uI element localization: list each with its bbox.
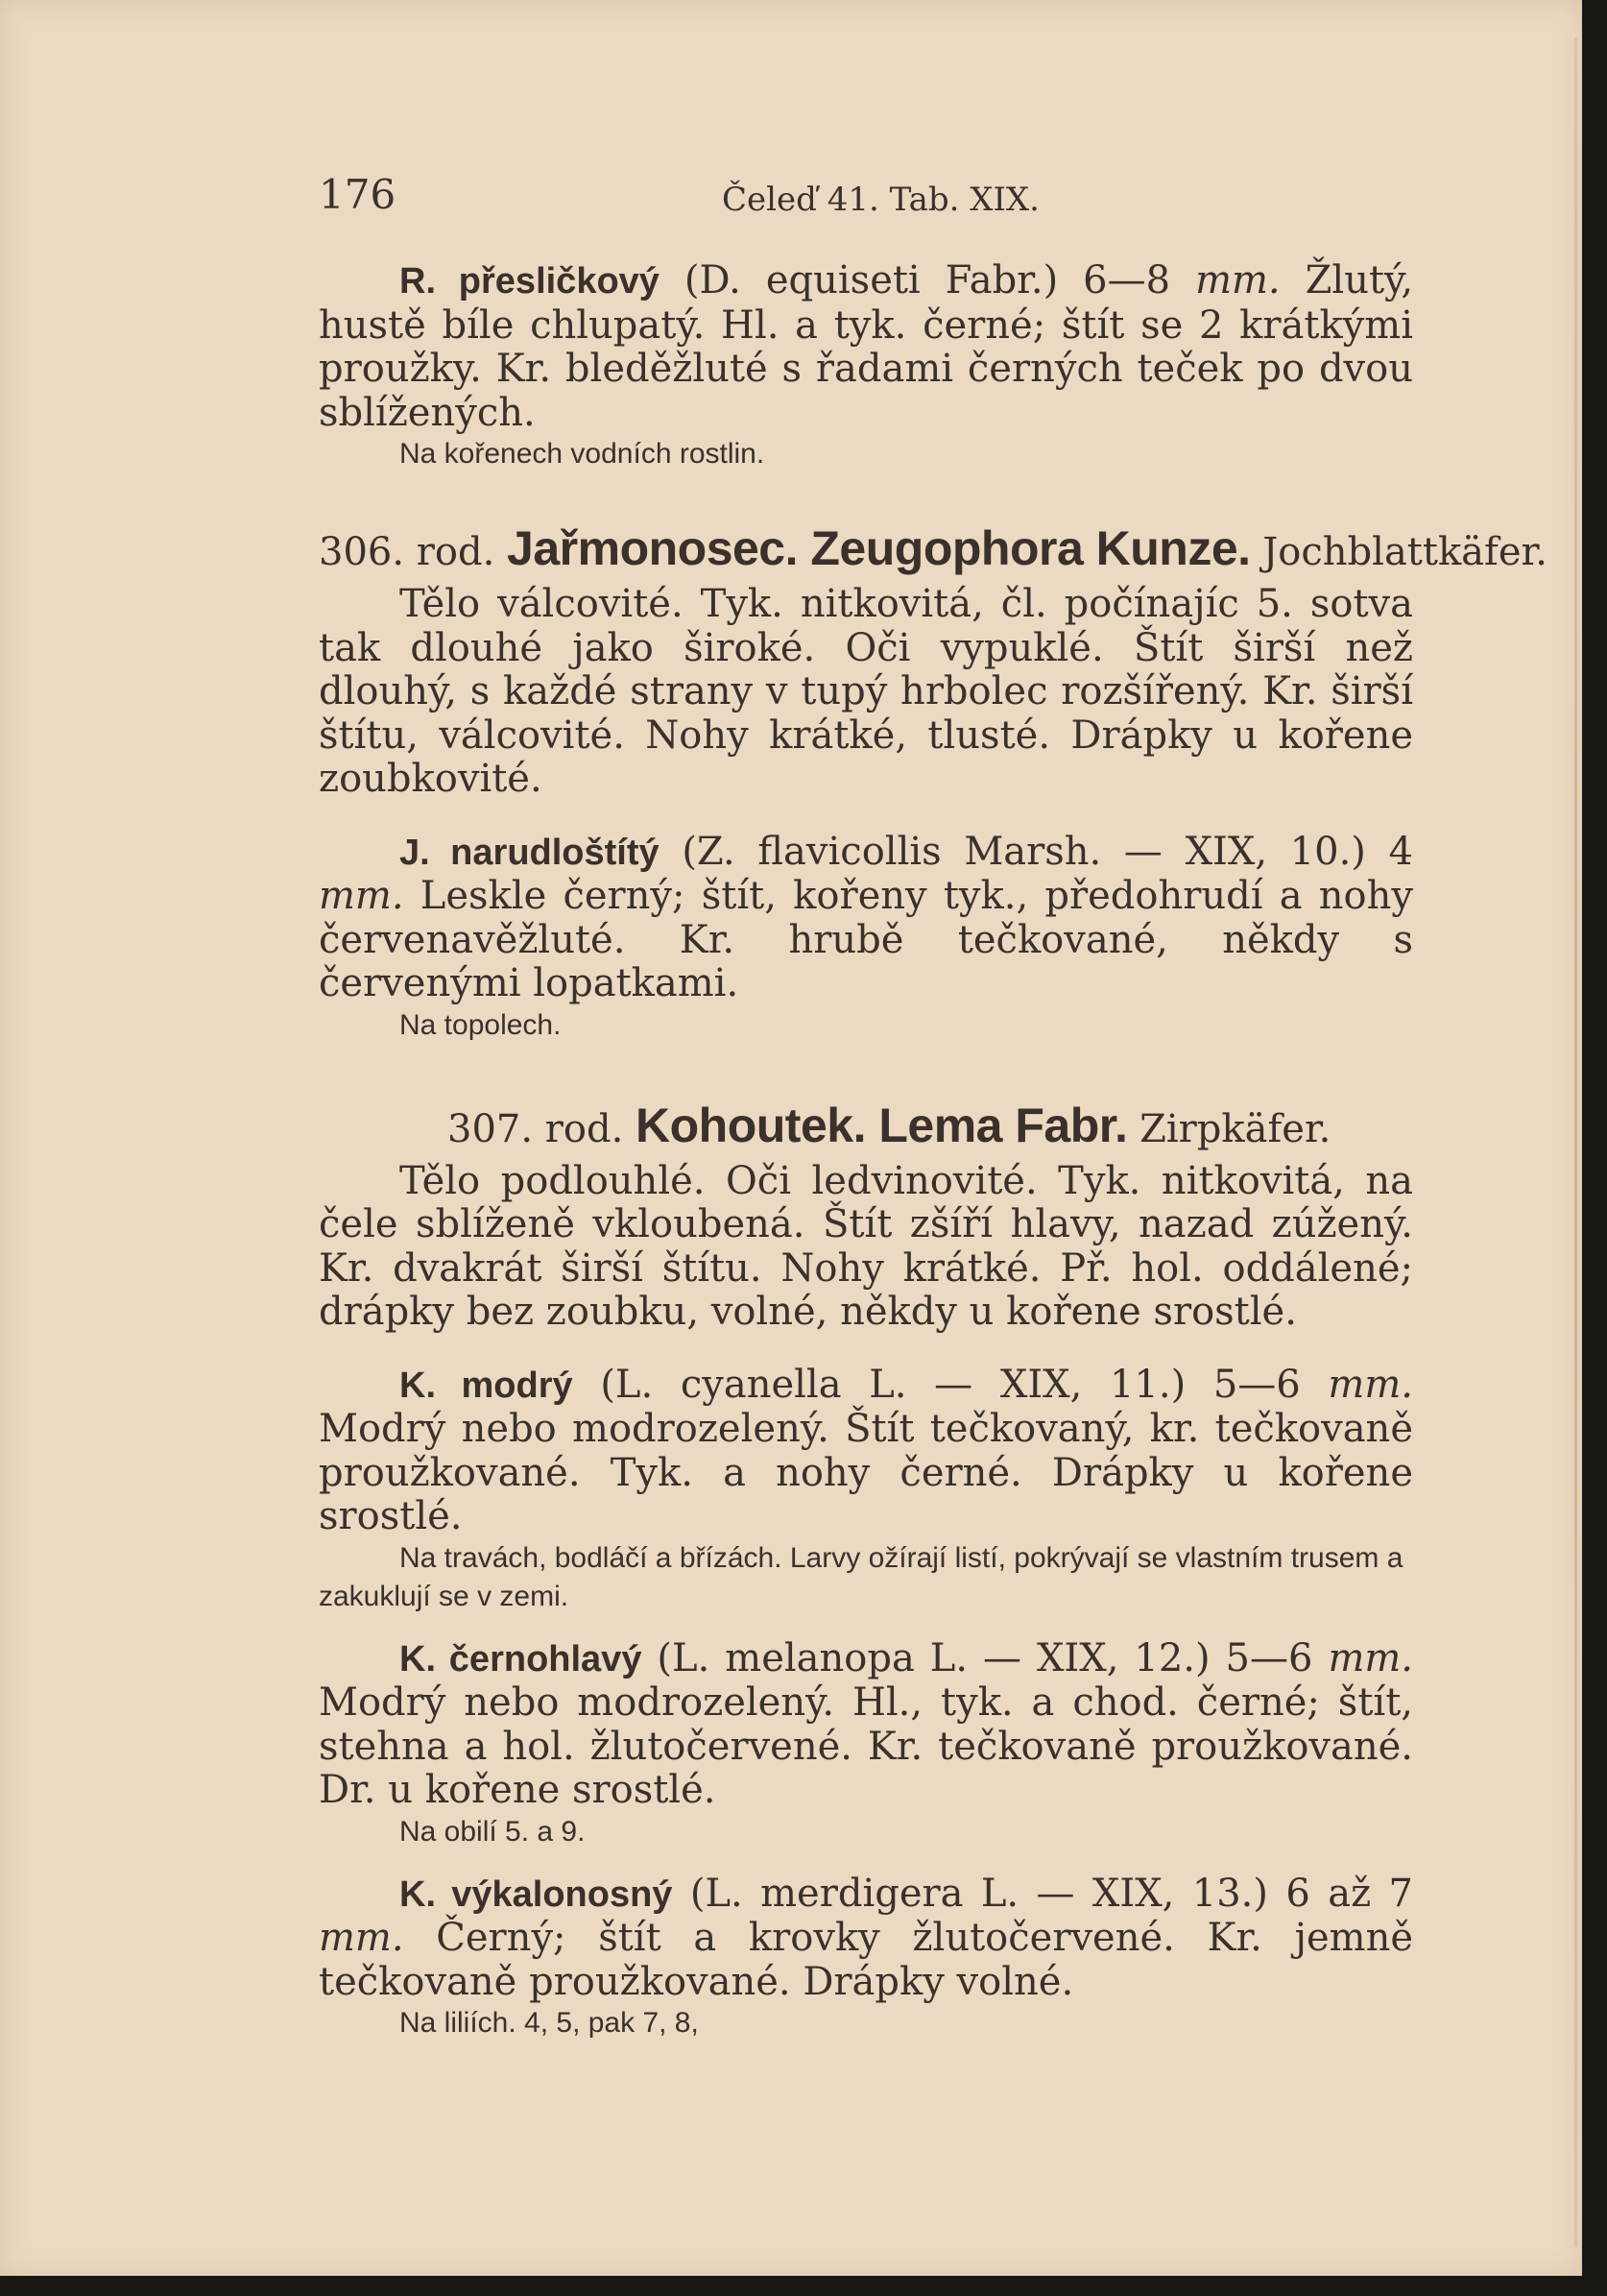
- species-description: Leskle černý; štít, kořeny tyk., předohrudí a nohy červenavěžluté. Kr. hrubě tečkované, někdy s červenými lopatkami.: [319, 874, 1413, 1005]
- unit: mm.: [1195, 258, 1281, 302]
- species-description: Žlutý, hustě bíle chlupatý. Hl. a tyk. černé; štít se 2 krátkými proužky. Kr. bleděžluté s řadami černých teček po dvou sblížených.: [319, 258, 1414, 435]
- species-entry-narudlostity: [319, 831, 1413, 1006]
- unit: mm.: [1328, 1635, 1414, 1680]
- genus-description-306: Tělo válcovité. Tyk. nitkovitá, čl. počínajíc 5. sotva tak dlouhé jako široké. Oči vypuklé. Štít širší než dlouhý, s každé strany v tupý hrbolec rozšířený. Kr. širší štítu, válcovité. Nohy krátké, tlusté. Drápky u kořene zoubkovité.: [319, 582, 1413, 801]
- page-content: [319, 258, 1547, 2042]
- habitat-note: Na kořenech vodních rostlin.: [399, 438, 765, 470]
- species-synonym: (L. melanopa L. — XIX, 12.) 5—6: [657, 1635, 1313, 1680]
- habitat-note: Na obilí 5. a 9.: [399, 1815, 586, 1848]
- species-name: J. narudloštítý: [399, 832, 660, 873]
- species-entry-modry: [319, 1364, 1413, 1539]
- species-name: R. přesličkový: [399, 261, 660, 302]
- genus-number: 306. rod.: [319, 530, 495, 574]
- unit: mm.: [1328, 1362, 1413, 1407]
- species-entry-cernohlavy: [319, 1637, 1413, 1813]
- genus-german-name: Jochblattkäfer.: [1262, 530, 1547, 574]
- genus-description-307: Tělo podlouhlé. Oči ledvinovité. Tyk. nitkovitá, na čele sblíženě vkloubená. Štít zšíří hlavy, nazad zúžený. Kr. dvakrát širší štítu. Nohy krátké. Př. hol. oddálené; drápky bez zoubku, volné, někdy u kořene srostlé.: [319, 1158, 1413, 1334]
- species-name: K. výkalonosný: [399, 1873, 673, 1915]
- species-entry-vykalonosny: [319, 1873, 1413, 2005]
- genus-name: Kohoutek. Lema Fabr.: [636, 1098, 1128, 1152]
- species-name: K. modrý: [399, 1365, 573, 1406]
- genus-german-name: Zirpkäfer.: [1139, 1106, 1331, 1151]
- page-edge: [1574, 38, 1577, 2247]
- habitat-note: Na liliích. 4, 5, pak 7, 8,: [399, 2007, 699, 2039]
- genus-number: 307. rod.: [447, 1106, 624, 1151]
- species-description: Modrý nebo modrozelený. Hl., tyk. a chod. černé; štít, stehna a hol. žlutočervené. Kr. tečkovaně proužkované. Dr. u kořene srostlé.: [319, 1680, 1413, 1812]
- species-name: K. černohlavý: [399, 1638, 642, 1680]
- species-synonym: (L. merdigera L. — XIX, 13.) 6 až 7: [689, 1871, 1413, 1916]
- page-header: [0, 171, 1582, 229]
- page-number: 176: [319, 171, 396, 218]
- species-description: Modrý nebo modrozelený. Štít tečkovaný, kr. tečkovaně proužkované. Tyk. a nohy černé. Drápky u kořene srostlé.: [319, 1407, 1413, 1538]
- unit: mm.: [319, 874, 404, 918]
- species-description: Černý; štít a krovky žlutočervené. Kr. jemně tečkovaně proužkované. Drápky volné.: [319, 1916, 1414, 2004]
- running-title: Čeleď 41. Tab. XIX.: [722, 181, 1040, 219]
- species-synonym: (L. cyanella L. — XIX, 11.) 5—6: [600, 1362, 1301, 1407]
- habitat-note: Na travách, bodláčí a břízách. Larvy ožírají listí, pokrývají se vlastním trusem a zakuklují se v zemi.: [319, 1541, 1403, 1612]
- genus-heading-307: [319, 1095, 1413, 1160]
- species-entry-preslickovy: [319, 259, 1413, 435]
- habitat-note: Na topolech.: [399, 1008, 562, 1041]
- unit: mm.: [319, 1916, 404, 1960]
- genus-heading-306: [319, 518, 1547, 583]
- species-synonym: (Z. flavicollis Marsh. — XIX, 10.) 4: [682, 829, 1413, 874]
- species-synonym: (D. equiseti Fabr.) 6—8: [684, 258, 1171, 302]
- genus-name: Jařmonosec. Zeugophora Kunze.: [507, 521, 1251, 575]
